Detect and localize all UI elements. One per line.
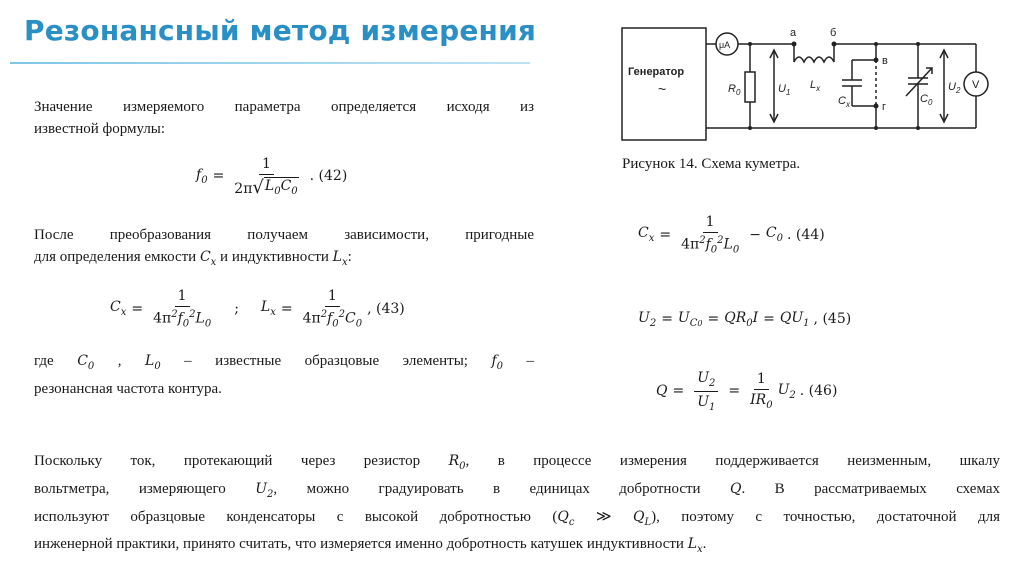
fraction-42: 1 2π √ $L_0C_0$ <box>234 156 298 198</box>
formula-44: $C_x$ = $\frac{1}{4\pi^2f_0^2L_0}$ − $C_0$ . (44) <box>638 214 825 256</box>
node-g-label: г <box>882 101 887 113</box>
after-line-2: для определения емкости $C_x$ и индуктивности $L_x$: <box>34 249 352 268</box>
generator-tilde: ~ <box>658 81 667 97</box>
equation-tag-45: , (45) <box>813 311 852 328</box>
formula-45: $U_2$ = $U_{C0}$ = $QR_0I$ = $QU_1$ , (45) <box>638 310 852 329</box>
node-b-label: б <box>830 27 837 39</box>
where-line-1: где $C_0$ , $L_0$ – известные образцовые элементы; $f_0$ – <box>34 353 535 372</box>
r0-label: $R_0$ <box>728 83 741 97</box>
lx-label: $L_x$ <box>810 79 821 93</box>
after-line-1: После преобразования получаем зависимости, пригодные <box>34 227 534 243</box>
formula-46: Q = $\frac{U_2}{U_1}$ = $\frac{1}{IR_0}$ $U_2$ . (46) <box>656 370 838 413</box>
equation-tag-46: . (46) <box>799 383 838 400</box>
node-v-label: в <box>882 55 888 67</box>
where-paragraph <box>34 350 534 400</box>
bottom-line-4: инженерной практики, принято считать, что измеряется именно добротность катушек индуктивности $L_x$. <box>34 536 707 556</box>
formula-43: $C_x$ = $\frac{1}{4\pi^2f_0^2L_0}$ ; $L_x$ = $\frac{1}{4\pi^2f_0^2C_0}$ , (43) <box>110 288 405 330</box>
f0-symbol: $f_0$ <box>196 167 208 186</box>
page-title: Резонансный метод измерения <box>24 14 537 47</box>
u2-label: $U_2$ <box>948 81 961 95</box>
equation-tag-44: . (44) <box>787 226 825 243</box>
title-underline <box>10 62 530 64</box>
after-paragraph <box>34 224 534 274</box>
cx-label: $C_x$ <box>838 95 850 109</box>
intro-line-2: известной формулы: <box>34 121 166 137</box>
inductor-lx <box>794 57 834 62</box>
qmeter-circuit-diagram <box>614 20 1004 150</box>
where-line-2: резонансная частота контура. <box>34 380 222 397</box>
voltmeter-label: V <box>972 79 980 91</box>
u1-label: $U_1$ <box>778 83 791 97</box>
c0-label: $C_0$ <box>920 93 933 107</box>
node-a-label: а <box>790 27 797 39</box>
intro-paragraph <box>34 96 534 140</box>
intro-line-1: Значение измеряемого параметра определяется исходя из <box>34 99 534 115</box>
bottom-line-2: вольтметра, измеряющего $U_2$, можно градуировать в единицах добротности Q. В рассматриваемых схемах <box>34 480 1000 500</box>
bottom-line-1: Поскольку ток, протекающий через резистор $R_0$, в процессе измерения поддерживается неизменным, шкалу <box>34 453 1000 472</box>
ammeter-label: μA <box>719 40 731 50</box>
equation-tag-43: , (43) <box>367 300 405 317</box>
bottom-paragraph <box>34 450 1000 561</box>
equation-tag-42: . (42) <box>309 168 348 185</box>
figure-caption: Рисунок 14. Схема куметра. <box>622 156 801 172</box>
formula-42: $f_0$ = 1 2π √ $L_0C_0$ . (42) <box>196 156 348 198</box>
resistor-r0 <box>745 72 755 102</box>
generator-label: Генератор <box>628 66 685 78</box>
bottom-line-3: используют образцовые конденсаторы с высокой добротностью ($Q_c$ ≫ $Q_L$), поэтому с точностью, достаточной для <box>34 508 1000 528</box>
